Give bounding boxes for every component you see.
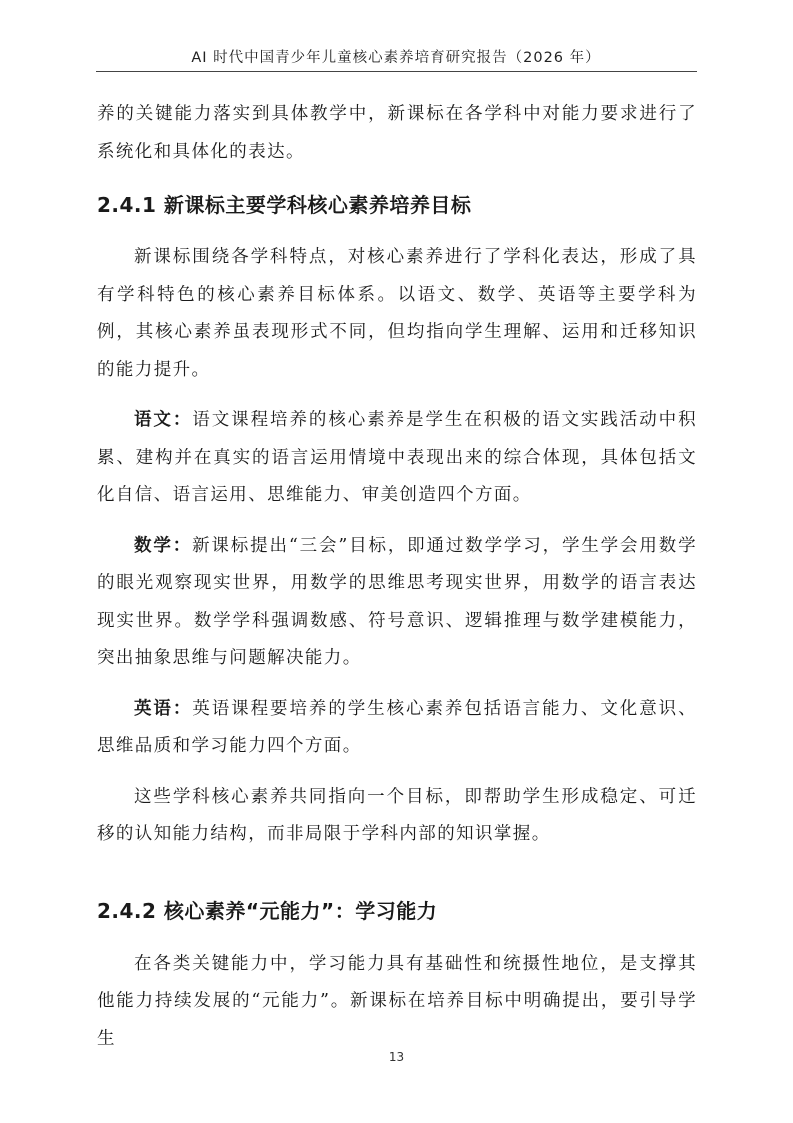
page-number: 13 [388,1050,405,1064]
section-heading-2-4-2: 2.4.2 核心素养“元能力”：学习能力 [97,898,438,923]
section-2-4-1-intro: 新课标围绕各学科特点，对核心素养进行了学科化表达，形成了具有学科特色的核心素养目标体系。以语文、数学、英语等主要学科为例，其核心素养虽表现形式不同，但均指向学生理解、运用和迁移知识的能力提升。 [97,247,697,380]
english-label: 英语： [134,698,193,719]
math-text: 新课标提出“三会”目标，即通过数学学习，学生学会用数学的眼光观察现实世界，用数学的思维思考现实世界，用数学的语言表达现实世界。数学学科强调数感、符号意识、逻辑推理与数学建模能力，突出抽象思维与问题解决能力。 [97,535,697,668]
section-heading-2-4-1: 2.4.1 新课标主要学科核心素养培养目标 [97,193,472,217]
page-content [97,96,697,1058]
english-text: 英语课程要培养的学生核心素养包括语言能力、文化意识、思维品质和学习能力四个方面。 [97,698,697,756]
section-2-4-2-intro: 在各类关键能力中，学习能力具有基础性和统摄性地位，是支撑其他能力持续发展的“元能力”。新课标在培养目标中明确提出，要引导学生 [97,953,697,1049]
english-subject-paragraph [97,691,697,766]
chinese-text: 语文课程培养的核心素养是学生在积极的语文实践活动中积累、建构并在真实的语言运用情境中表现出来的综合体现，具体包括文化自信、语言运用、思维能力、审美创造四个方面。 [97,410,697,505]
math-label: 数学： [134,535,193,556]
continuation-paragraph: 养的关键能力落实到具体教学中，新课标在各学科中对能力要求进行了系统化和具体化的表达。 [97,104,697,162]
section-2-4-1-summary: 这些学科核心素养共同指向一个目标，即帮助学生形成稳定、可迁移的认知能力结构，而非局限于学科内部的知识掌握。 [97,786,697,844]
chinese-label: 语文： [134,410,193,430]
math-subject-paragraph [97,528,697,678]
chinese-subject-paragraph [97,402,697,515]
header-rule [96,71,697,72]
running-header: AI 时代中国青少年儿童核心素养培育研究报告（2026 年） [191,50,601,66]
